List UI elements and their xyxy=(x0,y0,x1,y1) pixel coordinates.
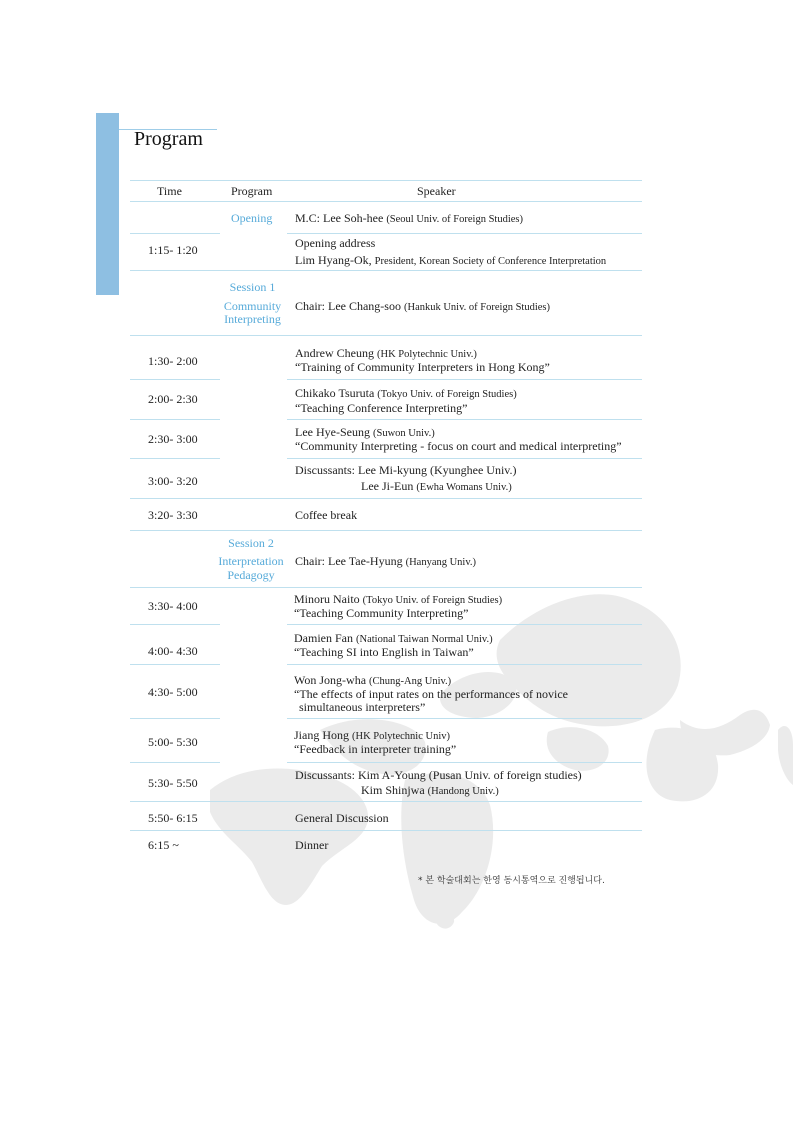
discussants-line: Discussants: Kim A-Young (Pusan Univ. of foreign studies) xyxy=(295,768,582,782)
coffee-break: Coffee break xyxy=(295,508,358,522)
header-time: Time xyxy=(157,184,182,198)
session-2-name: Interpretation xyxy=(218,554,284,568)
speaker-line: Opening address xyxy=(295,236,376,250)
decorative-blue-bar xyxy=(96,113,119,295)
speaker-line: Lee Hye-Seung (Suwon Univ.) xyxy=(295,425,435,439)
speaker-line: Chikako Tsuruta (Tokyo Univ. of Foreign Studies) xyxy=(295,386,517,400)
discussants-line: Discussants: Lee Mi-kyung (Kyunghee Univ.) xyxy=(295,463,517,477)
speaker-line: Lim Hyang-Ok, President, Korean Society of Conference Interpretation xyxy=(295,253,607,267)
talk-title: “Teaching SI into English in Taiwan” xyxy=(294,645,474,659)
session-1-chair: Chair: Lee Chang-soo (Hankuk Univ. of Foreign Studies) xyxy=(295,299,550,313)
speaker-line: Won Jong-wha (Chung-Ang Univ.) xyxy=(294,673,452,687)
session-1-name: Community xyxy=(223,299,282,313)
time-slot: 3:00- 3:20 xyxy=(148,474,198,488)
time-slot: 6:15 ~ xyxy=(148,838,179,852)
discussants-line: Kim Shinjwa (Handong Univ.) xyxy=(361,783,499,797)
speaker-line: Andrew Cheung (HK Polytechnic Univ.) xyxy=(295,346,477,360)
session-2-chair: Chair: Lee Tae-Hyung (Hanyang Univ.) xyxy=(295,554,477,568)
discussants-line: Lee Ji-Eun (Ewha Womans Univ.) xyxy=(361,479,512,493)
header-bottom-rule xyxy=(130,201,642,202)
time-slot: 5:50- 6:15 xyxy=(148,811,198,825)
mc-speaker xyxy=(295,211,523,227)
session-1-label: Session 1 xyxy=(229,280,276,294)
session-2-label: Session 2 xyxy=(228,536,274,550)
talk-title: “The effects of input rates on the performances of novice xyxy=(294,687,568,701)
time-slot: 2:30- 3:00 xyxy=(148,432,198,446)
page-title: Program xyxy=(134,128,203,150)
time-slot: 3:20- 3:30 xyxy=(148,508,198,522)
talk-title: “Community Interpreting - focus on court and medical interpreting” xyxy=(295,439,622,453)
talk-title: simultaneous interpreters” xyxy=(299,700,426,714)
speaker-line: Damien Fan (National Taiwan Normal Univ.) xyxy=(294,631,493,645)
talk-title: “Training of Community Interpreters in Hong Kong” xyxy=(295,360,550,374)
mc-affiliation: (Seoul Univ. of Foreign Studies) xyxy=(386,214,523,225)
general-discussion: General Discussion xyxy=(295,811,389,825)
time-slot: 5:30- 5:50 xyxy=(148,776,198,790)
talk-title: “Teaching Community Interpreting” xyxy=(294,606,469,620)
speaker-line: Jiang Hong (HK Polytechnic Univ) xyxy=(294,728,450,742)
speaker-line: Minoru Naito (Tokyo Univ. of Foreign Studies) xyxy=(294,592,503,606)
time-slot: 2:00- 2:30 xyxy=(148,392,198,406)
header-top-rule xyxy=(130,180,642,181)
time-slot: 4:30- 5:00 xyxy=(148,685,198,699)
program-opening: Opening xyxy=(231,211,273,225)
time-slot: 1:15- 1:20 xyxy=(148,243,198,257)
session-2-name: Pedagogy xyxy=(227,568,275,582)
time-slot: 3:30- 4:00 xyxy=(148,599,198,613)
mc-name: M.C: Lee Soh-hee xyxy=(295,211,384,225)
time-slot: 1:30- 2:00 xyxy=(148,354,198,368)
header-speaker: Speaker xyxy=(417,184,456,198)
dinner: Dinner xyxy=(295,838,329,852)
header-program: Program xyxy=(231,184,273,198)
session-1-name: Interpreting xyxy=(224,312,281,326)
talk-title: “Teaching Conference Interpreting” xyxy=(295,401,468,415)
time-slot: 5:00- 5:30 xyxy=(148,735,198,749)
talk-title: “Feedback in interpreter training” xyxy=(294,742,457,756)
time-slot: 4:00- 4:30 xyxy=(148,644,198,658)
footnote: * 본 학술대회는 한영 동시통역으로 진행됩니다. xyxy=(418,876,605,886)
